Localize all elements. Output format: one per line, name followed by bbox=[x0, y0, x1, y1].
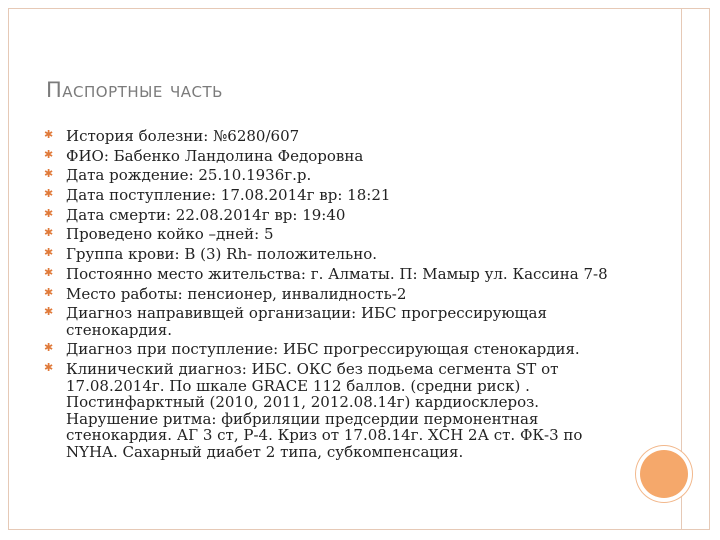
list-item bbox=[44, 226, 614, 243]
list-item-text: История болезни: №6280/607 bbox=[66, 127, 300, 145]
right-decor-strip bbox=[681, 8, 710, 530]
bullet-icon: ✱ bbox=[44, 265, 54, 279]
list-item bbox=[44, 341, 614, 358]
list-item bbox=[44, 167, 614, 184]
bullet-icon: ✱ bbox=[44, 305, 54, 319]
bullet-icon: ✱ bbox=[44, 361, 54, 375]
list-item bbox=[44, 286, 614, 303]
list-item-text: ФИО: Бабенко Ландолина Федоровна bbox=[66, 146, 364, 165]
bullet-icon: ✱ bbox=[44, 167, 54, 181]
bullet-icon: ✱ bbox=[44, 341, 54, 355]
list-item bbox=[44, 246, 614, 263]
bullet-icon: ✱ bbox=[44, 147, 54, 161]
list-item-text: Проведено койко –дней: 5 bbox=[66, 225, 274, 244]
list-item-text: Дата поступление: 17.08.2014г вр: 18:21 bbox=[66, 186, 391, 205]
slide-title: Паспортные часть bbox=[46, 78, 223, 102]
list-item-text: Место работы: пенсионер, инвалидность-2 bbox=[66, 284, 407, 303]
list-item bbox=[44, 207, 614, 224]
list-item-text: Клинический диагноз: ИБС. ОКС без подьема сегмента ST от 17.08.2014г. По шкале GRACE 112 баллов. (средни риск) . Постинфарктный (2010, 2011, 2012.08.14г) кардиосклероз. Нарушение ритма: фибриляции предсердии пермонентная стенокардия. АГ 3 ст, Р-4. Криз от 17.08.14г. ХСН 2А ст. ФК-3 по NYHA. Сахарный диабет 2 типа, субкомпенсация. bbox=[66, 360, 583, 461]
bullet-icon: ✱ bbox=[44, 246, 54, 260]
list-item-text: Диагноз при поступление: ИБС прогрессирующая стенокардия. bbox=[66, 340, 580, 359]
list-item-text: Диагноз направивщей организации: ИБС прогрессирующая стенокардия. bbox=[66, 304, 547, 339]
bullet-icon: ✱ bbox=[44, 285, 54, 299]
list-item bbox=[44, 305, 614, 338]
list-item-text: Постоянно место жительства: г. Алматы. П: Мамыр ул. Кассина 7-8 bbox=[66, 264, 608, 283]
bullet-icon: ✱ bbox=[44, 187, 54, 201]
list-item bbox=[44, 361, 614, 460]
list-item-text: Группа крови: B (3) Rh- положительно. bbox=[66, 245, 377, 264]
bullet-icon: ✱ bbox=[44, 206, 54, 220]
list-item-text: Дата смерти: 22.08.2014г вр: 19:40 bbox=[66, 205, 346, 224]
list-item bbox=[44, 128, 614, 145]
list-item-text: Дата рождение: 25.10.1936г.р. bbox=[66, 166, 312, 185]
bullet-icon: ✱ bbox=[44, 128, 54, 141]
bullet-list bbox=[44, 128, 614, 463]
bullet-icon: ✱ bbox=[44, 226, 54, 240]
list-item bbox=[44, 187, 614, 204]
list-item bbox=[44, 148, 614, 165]
circle-decoration bbox=[640, 450, 688, 498]
list-item bbox=[44, 266, 614, 283]
